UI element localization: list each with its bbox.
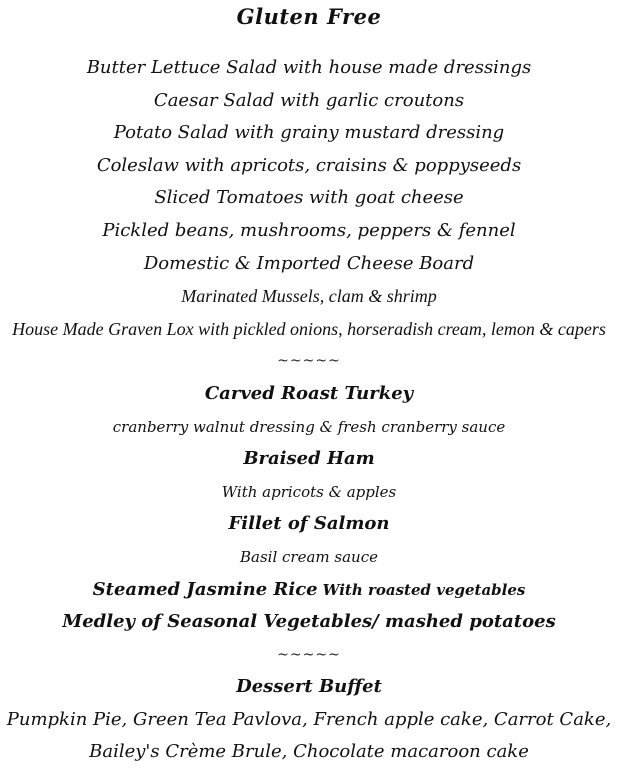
menu-item-graven-lox: House Made Graven Lox with pickled onions, horseradish cream, lemon & capers xyxy=(12,318,606,339)
dessert-item-line: Pumpkin Pie, Green Tea Pavlova, French apple cake, Carrot Cake, xyxy=(6,708,612,730)
menu-item-pickled-beans: Pickled beans, mushrooms, peppers & fennel xyxy=(102,219,516,241)
entree-name-steamed-jasmine-rice xyxy=(0,574,618,607)
dessert-item-line: Bailey's Crème Brule, Chocolate macaroon cake xyxy=(89,741,529,763)
menu-item-cheese-board: Domestic & Imported Cheese Board xyxy=(143,252,475,274)
entree-description-ham: With apricots & apples xyxy=(221,482,397,501)
entree-name-carved-roast-turkey: Carved Roast Turkey xyxy=(204,382,414,404)
entree-inline-description: With roasted vegetables xyxy=(322,580,526,599)
entree-description-salmon: Basil cream sauce xyxy=(240,547,378,566)
menu-item-butter-lettuce-salad: Butter Lettuce Salad with house made dressings xyxy=(86,57,532,78)
section-separator: ~~~~~ xyxy=(277,353,341,370)
entree-name-text: Steamed Jasmine Rice xyxy=(92,578,318,600)
dessert-heading: Dessert Buffet xyxy=(236,676,382,698)
menu-item-potato-salad: Potato Salad with grainy mustard dressing xyxy=(113,122,505,144)
menu-item-coleslaw: Coleslaw with apricots, craisins & poppyseeds xyxy=(96,154,522,176)
menu-item-marinated-mussels: Marinated Mussels, clam & shrimp xyxy=(181,286,437,307)
section-separator: ~~~~~ xyxy=(277,646,341,663)
entree-description-turkey: cranberry walnut dressing & fresh cranberry sauce xyxy=(112,417,506,436)
entree-name-braised-ham: Braised Ham xyxy=(243,448,375,470)
menu-title: Gluten Free xyxy=(236,4,382,29)
menu-item-sliced-tomatoes: Sliced Tomatoes with goat cheese xyxy=(154,187,464,209)
menu-item-caesar-salad: Caesar Salad with garlic croutons xyxy=(153,89,465,111)
entree-name-fillet-of-salmon: Fillet of Salmon xyxy=(228,513,390,535)
entree-name-medley-of-vegetables: Medley of Seasonal Vegetables/ mashed potatoes xyxy=(62,611,556,633)
